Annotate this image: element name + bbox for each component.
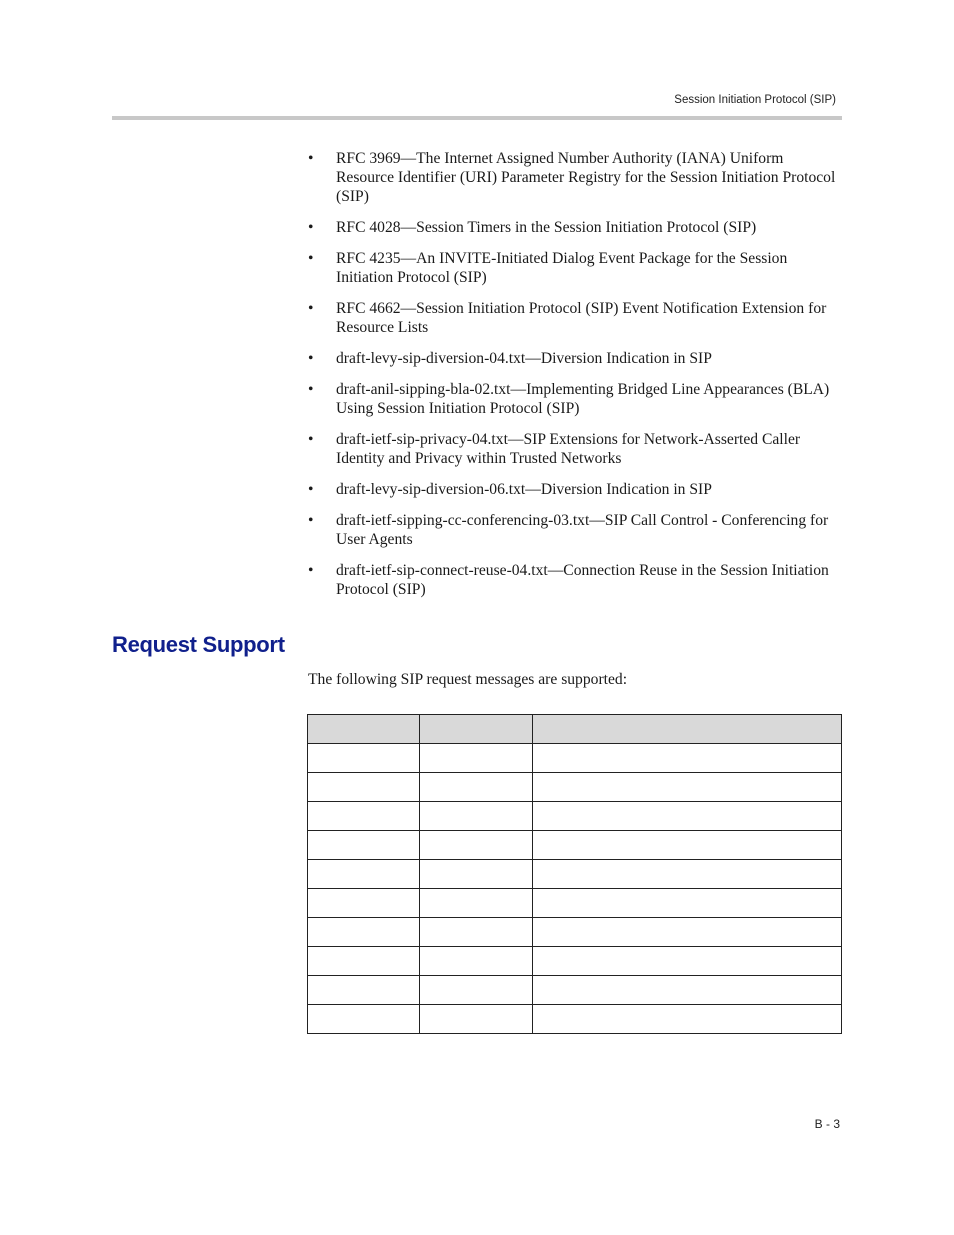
table-cell bbox=[533, 802, 842, 831]
header-rule bbox=[112, 116, 842, 120]
table-cell bbox=[420, 831, 533, 860]
list-item-text: RFC 4662—Session Initiation Protocol (SIP) Event Notification Extension for Resource Lists bbox=[336, 300, 827, 336]
list-item-text: draft-ietf-sip-connect-reuse-04.txt—Connection Reuse in the Session Initiation Protocol (SIP) bbox=[336, 562, 829, 598]
bullet-icon: • bbox=[308, 350, 314, 367]
table-cell bbox=[308, 831, 420, 860]
table-cell bbox=[308, 947, 420, 976]
page-number: B - 3 bbox=[814, 1117, 840, 1131]
table-cell bbox=[308, 976, 420, 1005]
list-item bbox=[308, 299, 844, 337]
table-cell bbox=[420, 1005, 533, 1034]
list-item-text: RFC 4028—Session Timers in the Session Initiation Protocol (SIP) bbox=[336, 219, 757, 236]
bullet-icon: • bbox=[308, 381, 314, 398]
list-item-text: RFC 3969—The Internet Assigned Number Authority (IANA) Uniform Resource Identifier (URI) Parameter Registry for the Session Initiation Protocol (SIP) bbox=[336, 150, 836, 205]
list-item bbox=[308, 511, 844, 549]
list-item-text: RFC 4235—An INVITE-Initiated Dialog Event Package for the Session Initiation Protocol (SIP) bbox=[336, 250, 788, 286]
bullet-icon: • bbox=[308, 150, 314, 167]
list-item bbox=[308, 218, 844, 237]
table-row bbox=[308, 773, 842, 802]
list-item bbox=[308, 380, 844, 418]
table-cell bbox=[308, 773, 420, 802]
table-cell bbox=[420, 802, 533, 831]
table-cell bbox=[533, 889, 842, 918]
table-cell bbox=[420, 860, 533, 889]
table-header-cell bbox=[420, 715, 533, 744]
list-item-text: draft-ietf-sipping-cc-conferencing-03.txt—SIP Call Control - Conferencing for User Agents bbox=[336, 512, 829, 548]
table-row bbox=[308, 918, 842, 947]
table-cell bbox=[308, 1005, 420, 1034]
table-header-row bbox=[308, 715, 842, 744]
table-row bbox=[308, 744, 842, 773]
bullet-icon: • bbox=[308, 219, 314, 236]
table-cell bbox=[533, 976, 842, 1005]
bullet-icon: • bbox=[308, 300, 314, 317]
bullet-icon: • bbox=[308, 562, 314, 579]
table-header-cell bbox=[308, 715, 420, 744]
bullet-icon: • bbox=[308, 481, 314, 498]
table-cell bbox=[308, 744, 420, 773]
table-cell bbox=[420, 889, 533, 918]
table-cell bbox=[533, 918, 842, 947]
table-cell bbox=[533, 860, 842, 889]
table-cell bbox=[420, 976, 533, 1005]
list-item bbox=[308, 149, 844, 206]
table-cell bbox=[308, 860, 420, 889]
table-cell bbox=[420, 773, 533, 802]
references-list bbox=[308, 149, 844, 611]
list-item-text: draft-anil-sipping-bla-02.txt—Implementing Bridged Line Appearances (BLA) Using Session Initiation Protocol (SIP) bbox=[336, 381, 830, 417]
section-intro: The following SIP request messages are supported: bbox=[308, 671, 628, 688]
table-row bbox=[308, 889, 842, 918]
bullet-icon: • bbox=[308, 512, 314, 529]
list-item bbox=[308, 249, 844, 287]
table-cell bbox=[308, 889, 420, 918]
table-row bbox=[308, 860, 842, 889]
table-row bbox=[308, 1005, 842, 1034]
request-table bbox=[307, 714, 842, 1034]
table-row bbox=[308, 802, 842, 831]
table-cell bbox=[420, 947, 533, 976]
table-header-cell bbox=[533, 715, 842, 744]
bullet-icon: • bbox=[308, 250, 314, 267]
table-cell bbox=[420, 744, 533, 773]
table-row bbox=[308, 976, 842, 1005]
list-item-text: draft-levy-sip-diversion-04.txt—Diversion Indication in SIP bbox=[336, 350, 712, 367]
list-item-text: draft-ietf-sip-privacy-04.txt—SIP Extensions for Network-Asserted Caller Identity and Privacy within Trusted Networks bbox=[336, 431, 801, 467]
list-item bbox=[308, 349, 844, 368]
table-cell bbox=[533, 947, 842, 976]
table-row bbox=[308, 947, 842, 976]
bullet-icon: • bbox=[308, 431, 314, 448]
list-item-text: draft-levy-sip-diversion-06.txt—Diversion Indication in SIP bbox=[336, 481, 712, 498]
list-item bbox=[308, 480, 844, 499]
section-title: Request Support bbox=[112, 632, 285, 657]
table-cell bbox=[420, 918, 533, 947]
table-cell bbox=[533, 1005, 842, 1034]
table-row bbox=[308, 831, 842, 860]
table-cell bbox=[533, 831, 842, 860]
table-cell bbox=[308, 802, 420, 831]
list-item bbox=[308, 561, 844, 599]
table-cell bbox=[533, 773, 842, 802]
table-cell bbox=[308, 918, 420, 947]
running-header: Session Initiation Protocol (SIP) bbox=[674, 94, 836, 106]
table-cell bbox=[533, 744, 842, 773]
list-item bbox=[308, 430, 844, 468]
